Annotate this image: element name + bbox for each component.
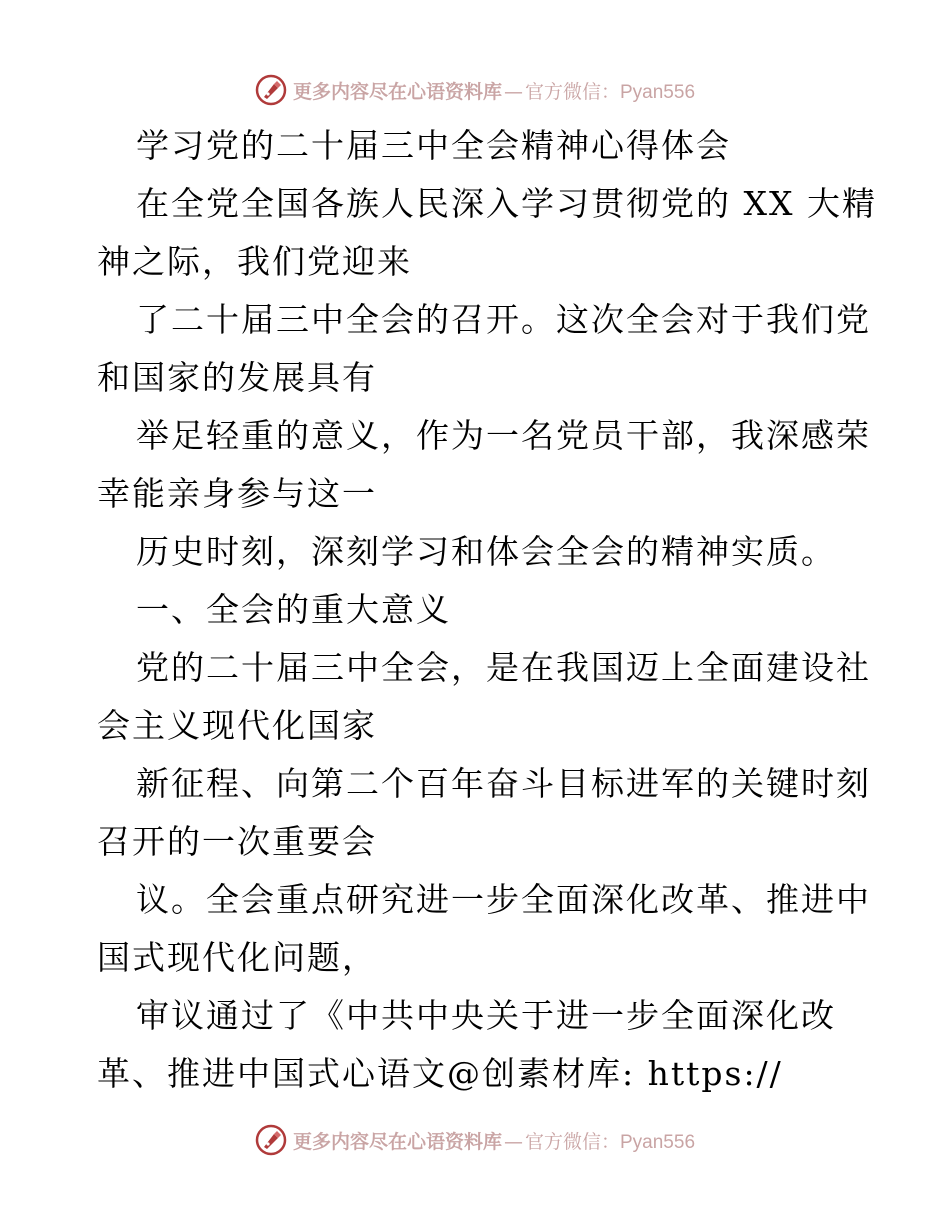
footer-banner — [0, 1120, 950, 1160]
text-line: 在全党全国各族人民深入学习贯彻党的 XX 大精 — [136, 184, 877, 223]
header-banner — [0, 70, 950, 110]
text-line: 神之际，我们党迎来 — [97, 242, 412, 281]
banner-wechat-id: Pyan556 — [620, 1131, 696, 1153]
text-line: 审议通过了《中共中央关于进一步全面深化改 — [136, 996, 836, 1035]
document-title: 学习党的二十届三中全会精神心得体会 — [136, 126, 731, 165]
header-banner-text — [293, 77, 695, 104]
pen-nib-logo-icon — [255, 74, 287, 106]
banner-dash: — — [503, 1130, 523, 1153]
banner-dash: — — [503, 80, 523, 103]
text-line: 党的二十届三中全会，是在我国迈上全面建设社 — [136, 648, 871, 687]
footer-banner-text — [293, 1127, 695, 1154]
text-line: 国式现代化问题， — [97, 938, 377, 977]
text-line: 历史时刻，深刻学习和体会全会的精神实质。 — [136, 532, 836, 571]
banner-main-text: 更多内容尽在心语资料库 — [292, 80, 502, 103]
text-line: 议。全会重点研究进一步全面深化改革、推进中 — [136, 880, 871, 919]
banner-wechat-label: 官方微信： — [524, 80, 620, 103]
text-line: 了二十届三中全会的召开。这次全会对于我们党 — [136, 300, 871, 339]
text-line: 革、推进中国式心语文@创素材库: https:// — [97, 1054, 783, 1093]
text-line: 会主义现代化国家 — [97, 706, 377, 745]
text-line: 幸能亲身参与这一 — [97, 474, 377, 513]
text-line: 举足轻重的意义，作为一名党员干部，我深感荣 — [136, 416, 871, 455]
banner-wechat-id: Pyan556 — [620, 81, 696, 103]
text-line: 和国家的发展具有 — [97, 358, 377, 397]
banner-main-text: 更多内容尽在心语资料库 — [292, 1130, 502, 1153]
text-line: 召开的一次重要会 — [97, 822, 377, 861]
text-line: 新征程、向第二个百年奋斗目标进军的关键时刻 — [136, 764, 871, 803]
pen-nib-logo-icon — [255, 1124, 287, 1156]
section-heading: 一、全会的重大意义 — [136, 590, 451, 629]
banner-wechat-label: 官方微信： — [524, 1130, 620, 1153]
